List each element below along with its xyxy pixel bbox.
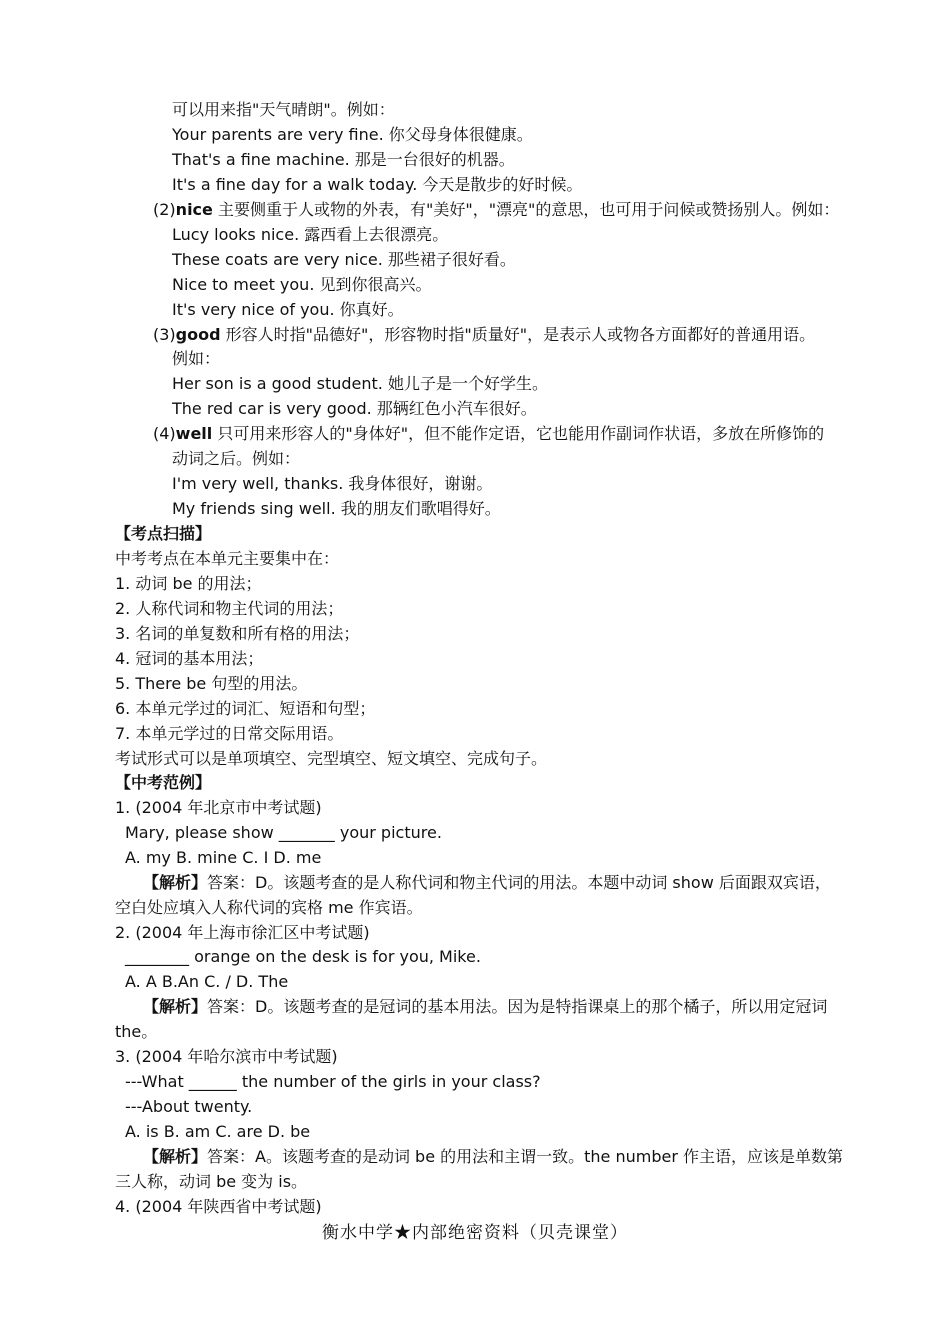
analysis-label: 【解析】 [143, 873, 208, 892]
question-stem: Mary, please show _______ your picture. [125, 823, 442, 842]
question-options: A. is B. am C. are D. be [125, 1122, 311, 1141]
definition-text: 主要侧重于人或物的外表，有"美好"，"漂亮"的意思，也可用于问候或赞扬别人。例如： [212, 200, 840, 219]
analysis-line: 三人称，动词 be 变为 is。 [115, 1172, 308, 1191]
example-line: The red car is very good. 那辆红色小汽车很好。 [172, 399, 537, 418]
list-item: 2. 人称代词和物主代词的用法； [115, 599, 344, 618]
definition-text: 形容人时指"品德好"，形容物时指"质量好"，是表示人或物各方面都好的普通用语。 [220, 325, 816, 344]
example-line: That's a fine machine. 那是一台很好的机器。 [172, 150, 515, 169]
analysis-line [143, 1144, 843, 1169]
question-source: 4. (2004 年陕西省中考试题) [115, 1197, 322, 1216]
analysis-label: 【解析】 [143, 1147, 208, 1166]
question-stem: ________ orange on the desk is for you, Mike. [125, 947, 481, 966]
question-source: 2. (2004 年上海市徐汇区中考试题) [115, 923, 370, 942]
list-item: 1. 动词 be 的用法； [115, 574, 262, 593]
example-line: It's a fine day for a walk today. 今天是散步的好时候。 [172, 175, 583, 194]
list-item: 7. 本单元学过的日常交际用语。 [115, 724, 344, 743]
analysis-text: 答案：D。该题考查的是人称代词和物主代词的用法。本题中动词 show 后面跟双宾语， [207, 873, 831, 892]
analysis-label: 【解析】 [143, 997, 208, 1016]
example-line: I'm very well, thanks. 我身体很好，谢谢。 [172, 474, 493, 493]
keyword: nice [175, 200, 213, 219]
list-item: 4. 冠词的基本用法； [115, 649, 264, 668]
well-definition [153, 421, 824, 446]
definition-text-cont: 动词之后。例如： [172, 449, 301, 468]
analysis-line [143, 994, 827, 1019]
example-line: Lucy looks nice. 露西看上去很漂亮。 [172, 225, 449, 244]
analysis-line: 空白处应填入人称代词的宾格 me 作宾语。 [115, 898, 423, 917]
analysis-line [143, 870, 831, 895]
list-item: 6. 本单元学过的词汇、短语和句型； [115, 699, 376, 718]
analysis-line: the。 [115, 1022, 158, 1041]
example-line: Her son is a good student. 她儿子是一个好学生。 [172, 374, 548, 393]
example-line: It's very nice of you. 你真好。 [172, 300, 404, 319]
example-line: Your parents are very fine. 你父母身体很健康。 [172, 125, 533, 144]
scan-intro: 中考考点在本单元主要集中在： [115, 549, 340, 568]
fine-intro: 可以用来指"天气晴朗"。例如： [172, 100, 395, 119]
page-footer: 衡水中学★内部绝密资料（贝壳课堂） [322, 1223, 628, 1243]
keyword: good [175, 325, 221, 344]
question-stem: ---What ______ the number of the girls in your class? [125, 1072, 541, 1091]
section-heading-scan: 【考点扫描】 [115, 524, 212, 543]
example-line: My friends sing well. 我的朋友们歌唱得好。 [172, 499, 501, 518]
list-item: 3. 名词的单复数和所有格的用法； [115, 624, 360, 643]
item-number: (2) [153, 200, 176, 219]
exam-form: 考试形式可以是单项填空、完型填空、短文填空、完成句子。 [115, 749, 548, 768]
analysis-text: 答案：A。该题考查的是动词 be 的用法和主谓一致。the number 作主语，应该是单数第 [207, 1147, 844, 1166]
item-number: (4) [153, 424, 176, 443]
question-source: 1. (2004 年北京市中考试题) [115, 798, 322, 817]
definition-text-cont: 例如： [172, 349, 221, 368]
nice-definition [153, 197, 839, 222]
analysis-text: 答案：D。该题考查的是冠词的基本用法。因为是特指课桌上的那个橘子，所以用定冠词 [207, 997, 828, 1016]
list-item: 5. There be 句型的用法。 [115, 674, 308, 693]
question-stem: ---About twenty. [125, 1097, 253, 1116]
question-options: A. A B.An C. / D. The [125, 972, 289, 991]
section-heading-examples: 【中考范例】 [115, 773, 212, 792]
good-definition [153, 322, 815, 347]
definition-text: 只可用来形容人的"身体好"，但不能作定语，它也能用作副词作状语，多放在所修饰的 [212, 424, 825, 443]
keyword: well [175, 424, 213, 443]
question-options: A. my B. mine C. I D. me [125, 848, 322, 867]
example-line: These coats are very nice. 那些裙子很好看。 [172, 250, 516, 269]
example-line: Nice to meet you. 见到你很高兴。 [172, 275, 432, 294]
item-number: (3) [153, 325, 176, 344]
question-source: 3. (2004 年哈尔滨市中考试题) [115, 1047, 338, 1066]
